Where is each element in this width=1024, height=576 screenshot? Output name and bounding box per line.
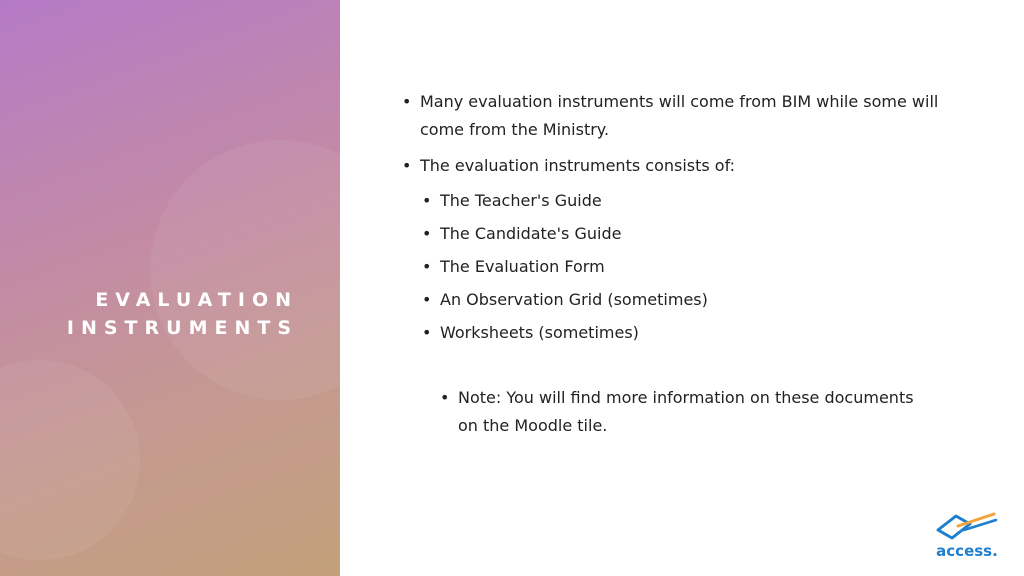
bullet-list bbox=[400, 88, 960, 349]
decorative-circle bbox=[150, 140, 340, 400]
logo-text: access. bbox=[936, 542, 998, 560]
sub-bullet-item: • An Observation Grid (sometimes) bbox=[420, 283, 960, 316]
sub-bullet-list bbox=[420, 184, 960, 349]
sub-bullet-item: • The Teacher's Guide bbox=[420, 184, 960, 217]
bullet-text: Many evaluation instruments will come from BIM while some will come from the Ministry. bbox=[420, 92, 939, 139]
slide-title bbox=[0, 286, 298, 342]
bullet-item bbox=[400, 88, 960, 144]
note-bullet: • Note: You will find more information on these documents on the Moodle tile. bbox=[438, 384, 928, 440]
access-logo-icon bbox=[934, 510, 1000, 540]
access-logo bbox=[932, 510, 1002, 560]
decorative-circle bbox=[0, 360, 140, 560]
sub-bullet-item: • Worksheets (sometimes) bbox=[420, 316, 960, 349]
left-gradient-panel bbox=[0, 0, 340, 576]
slide-title-line2: INSTRUMENTS bbox=[66, 317, 298, 339]
sub-bullet-item: • The Evaluation Form bbox=[420, 250, 960, 283]
slide-content bbox=[400, 88, 960, 357]
bullet-text: The evaluation instruments consists of: bbox=[420, 156, 736, 175]
sub-bullet-item: • The Candidate's Guide bbox=[420, 217, 960, 250]
slide-title-line1: EVALUATION bbox=[95, 289, 298, 311]
bullet-item bbox=[400, 152, 960, 349]
